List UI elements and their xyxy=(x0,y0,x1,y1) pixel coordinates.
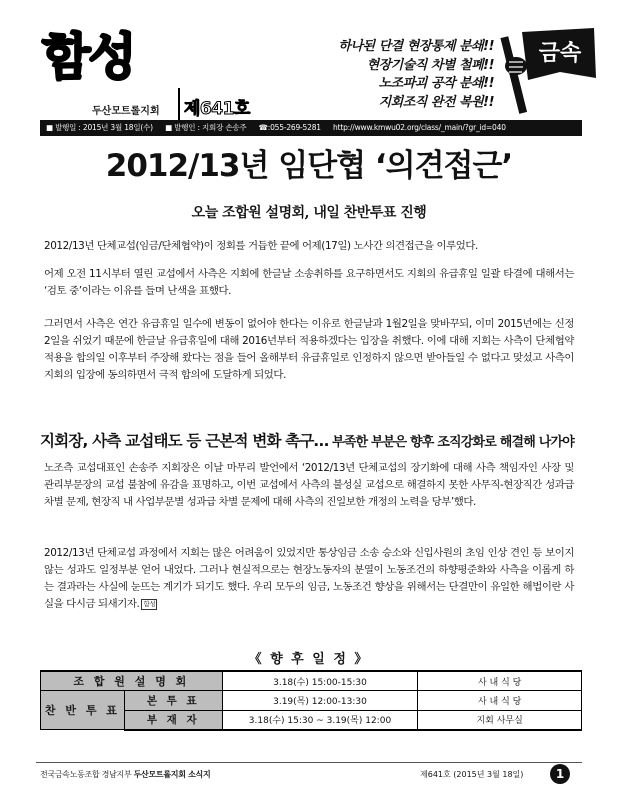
subheadline: 오늘 조합원 설명회, 내일 찬반투표 진행 xyxy=(191,205,427,221)
paragraph: 2012/13년 단체교섭(임금/단체협약)이 정회를 거듭한 끝에 어제(17일) 노사간 의견접근을 이루었다. xyxy=(44,240,478,252)
schedule-time: 3.18(수) 15:00-15:30 xyxy=(222,671,418,691)
footer-newsletter: 두산모트롤지회 소식지 xyxy=(133,770,211,779)
page-number: 1 xyxy=(550,764,570,784)
section-heading xyxy=(40,429,600,451)
schedule-title: 《 향 후 일 정 》 xyxy=(248,652,370,667)
slogan: 노조파괴 공작 분쇄!! xyxy=(378,76,494,91)
emblem-label: 금속 xyxy=(538,41,582,66)
schedule-time: 3.18(수) 15:30 ~ 3.19(목) 12:00 xyxy=(222,710,418,730)
paragraph: 노조측 교섭대표인 손송주 지회장은 이날 마무리 발언에서 ‘2012/13년 단체교섭의 장기화에 대해 사측 책임자인 사장 및 관리부문장의 교섭 불참에 유감을 표명하고, 이번 교섭에서 사측의 불성실 교섭으로 해결하지 못한 사무직-현장직간 성과급 차별 문제, 현장직 내 사업부문별 성과급 차별 문제에 대해 사측의 진일보한 개정의 노력을 당부’했다. xyxy=(44,462,574,508)
newsletter-logo: 함성 xyxy=(42,28,135,86)
issue-divider xyxy=(178,88,180,122)
schedule-sublabel: 부 재 자 xyxy=(124,710,222,730)
schedule-table xyxy=(40,670,582,731)
footer-org: 전국금속노동조합 경남지부 xyxy=(40,770,134,779)
paragraph: 그러면서 사측은 연간 유급휴일 일수에 변동이 없어야 한다는 이유로 한글날과 1월2일을 맞바꾸되, 이미 2015년에는 신정 2일을 쉬었기 때문에 한글날 유급휴일에 대해 2016년부터 적용하겠다는 입장을 취했다. 이에 대해 지회는 사측이 단체협약 적용을 합의일 이후부터 주장해 왔다는 점을 들어 올해부터 유급휴일로 인정하지 않으면 받아들일 수 없다고 맞섰고 사측이 지회의 입장에 동의하면서 극적 합의에 도달하게 되었다. xyxy=(44,318,574,381)
paragraph: 어제 오전 11시부터 열린 교섭에서 사측은 지회에 한글날 소송취하를 요구하면서도 지회의 유급휴일 일괄 타결에 대해서는 ‘검토 중’이라는 이유를 들며 난색을 표했다. xyxy=(44,268,574,297)
schedule-place: 사 내 식 당 xyxy=(418,691,582,711)
paragraph xyxy=(44,545,574,613)
issue-number: 제641호 xyxy=(184,99,250,119)
footer-issue: 제641호 (2015년 3월 18일) xyxy=(420,770,524,779)
info-bar xyxy=(40,120,582,136)
table-row xyxy=(41,691,582,711)
masthead xyxy=(38,18,598,118)
phone-number: ☎:055-269-5281 xyxy=(258,123,321,132)
schedule-sublabel: 본 투 표 xyxy=(124,691,222,711)
slogan: 지회조직 완전 복원!! xyxy=(378,94,494,110)
website-link[interactable]: http://www.kmwu02.org/class/_main/?gr_id=040 xyxy=(333,123,506,132)
publish-date: ■ 발행일 : 2015년 3월 18일(수) xyxy=(46,123,153,132)
footer-publisher xyxy=(40,769,210,780)
schedule-place: 사 내 식 당 xyxy=(418,671,582,691)
publisher: ■ 발행인 : 지회장 손송주 xyxy=(165,123,247,132)
table-row xyxy=(41,671,582,691)
footer-divider xyxy=(36,762,582,763)
union-name: 두산모트롤지회 xyxy=(92,106,160,117)
headline: 2012/13년 임단협 ‘의견접근’ xyxy=(105,148,513,184)
slogan: 하나된 단결 현장통제 분쇄!! xyxy=(338,39,494,54)
sign-mark: 함성 xyxy=(143,599,156,608)
schedule-label: 조 합 원 설 명 회 xyxy=(41,671,223,691)
paragraph-text: 2012/13년 단체교섭 과정에서 지회는 많은 어려움이 있었지만 통상임금 소송 승소와 신입사원의 초임 인상 견인 등 보이지 않는 성과도 일정부분 얻어 내었다. 그러나 현실적으로는 현장노동자의 분열이 노동조건의 하향평준화와 사측을 이롭게 하는 결과라는 사실에 눈뜨는 계기가 되기도 했다. 우리 모두의 임금, 노동조건 향상을 위해서는 단결만이 유일한 해법이란 사실을 다시금 되새기자. xyxy=(44,547,574,610)
slogan: 현장기술직 차별 철폐!! xyxy=(366,57,494,73)
section-heading-main: 지회장, 사측 교섭태도 등 근본적 변화 촉구… xyxy=(40,432,329,450)
section-heading-rest: 부족한 부분은 향후 조직강화로 해결해 나가야 xyxy=(328,435,575,450)
schedule-time: 3.19(목) 12:00-13:30 xyxy=(222,691,418,711)
schedule-label: 찬 반 투 표 xyxy=(41,691,125,730)
schedule-place: 지회 사무실 xyxy=(418,710,582,730)
fist-hammer-emblem-icon xyxy=(500,26,600,116)
slogan-list xyxy=(308,38,494,112)
